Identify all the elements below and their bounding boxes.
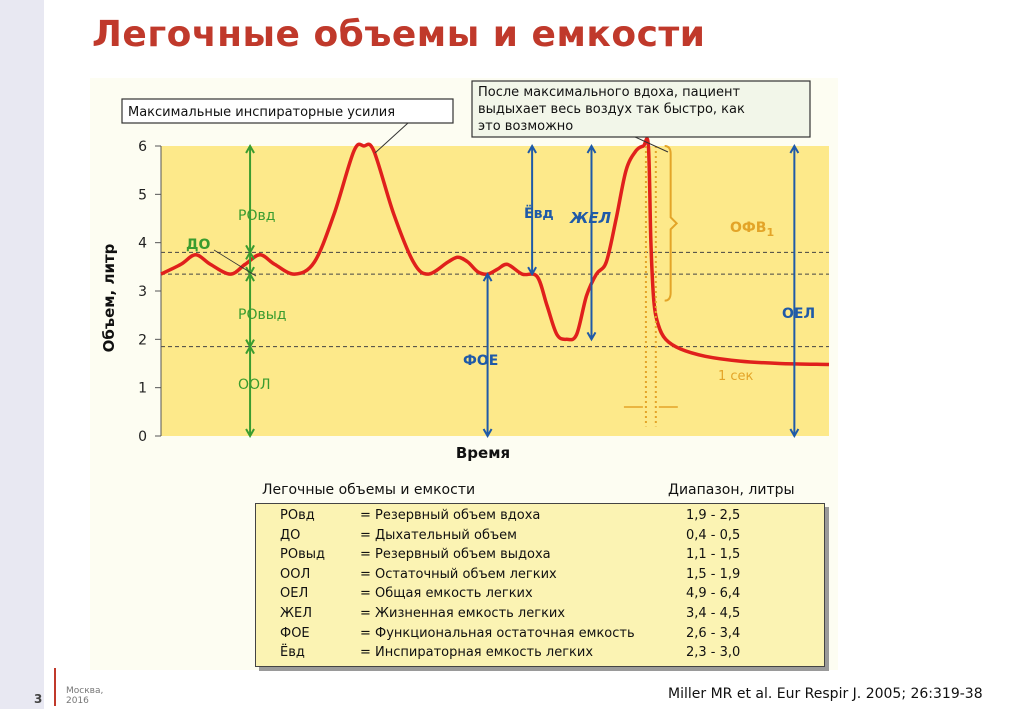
callout-right-line-2: выдыхает весь воздух так быстро, как [478, 102, 745, 117]
table-range: 2,6 - 3,4 [686, 625, 741, 641]
label-rovd: РОвд [238, 208, 276, 224]
table-range: 3,4 - 4,5 [686, 606, 741, 621]
callout-right-line-1: После максимального вдоха, пациент [478, 85, 741, 100]
label-rovyd: РОвыд [238, 307, 287, 323]
table-abbr: ЖЕЛ [280, 606, 312, 621]
y-axis-ticks [138, 139, 161, 445]
left-stripe [0, 0, 44, 709]
table-row [256, 606, 824, 626]
label-evd: Ёвд [524, 206, 554, 222]
table-range: 0,4 - 0,5 [686, 527, 741, 543]
table-range-header: Диапазон, литры [668, 482, 795, 498]
spirogram-chart [90, 78, 838, 478]
table-row [256, 547, 824, 567]
label-zhel: ЖЕЛ [570, 209, 612, 227]
table-row [256, 645, 824, 665]
y-tick-label: 0 [138, 429, 147, 445]
y-tick-label: 4 [138, 235, 147, 252]
slide-title: Легочные объемы и емкости [92, 14, 706, 55]
table-abbr: ООЛ [280, 566, 311, 582]
definitions-table [255, 503, 825, 667]
table-row [256, 528, 824, 548]
table-definition: = Резервный объем выдоха [360, 547, 551, 563]
y-tick-label: 6 [138, 139, 147, 155]
footer-city: Москва, [66, 686, 104, 696]
table-definition: = Резервный объем вдоха [360, 508, 541, 523]
table-range: 4,9 - 6,4 [686, 586, 741, 602]
label-do: ДО [186, 237, 211, 253]
label-ofv1: $ОФВ_1$ [730, 220, 775, 239]
label-foe: ФОЕ [463, 353, 499, 369]
table-definition: = Жизненная емкость легких [360, 606, 566, 621]
y-tick-label: 3 [138, 284, 147, 300]
table-definition: = Функциональная остаточная емкость [360, 625, 635, 641]
table-definition: = Общая емкость легких [360, 586, 533, 602]
table-range: 1,9 - 2,5 [686, 508, 741, 523]
label-oel: ОЕЛ [782, 306, 816, 322]
table-row [256, 586, 824, 606]
page-number: 3 [34, 692, 43, 706]
table-definition: = Инспираторная емкость легких [360, 645, 594, 661]
footer-location [66, 686, 126, 706]
table-abbr: РОвд [280, 508, 315, 523]
table-definition: = Дыхательный объем [360, 527, 517, 543]
table-row [256, 508, 824, 528]
table-range: 1,1 - 1,5 [686, 547, 741, 563]
citation: Miller MR et al. Eur Respir J. 2005; 26:319-38 [668, 686, 983, 702]
table-abbr: ДО [280, 527, 301, 543]
table-range: 2,3 - 3,0 [686, 645, 741, 661]
table-abbr: РОвыд [280, 547, 325, 563]
callout-left-text: Максимальные инспираторные усилия [128, 105, 396, 120]
table-definition: = Остаточный объем легких [360, 566, 557, 582]
table-row [256, 567, 824, 587]
footer-year: 2016 [66, 696, 89, 706]
table-row [256, 626, 824, 646]
x-axis-label: Время [455, 444, 511, 462]
table-range: 1,5 - 1,9 [686, 566, 741, 582]
y-tick-label: 5 [138, 187, 147, 204]
label-one-sec: 1 сек [718, 369, 754, 384]
table-abbr: ФОЕ [280, 625, 310, 641]
callout-right-line-3: это возможно [478, 119, 574, 134]
figure-panel [90, 78, 838, 670]
label-ool: ООЛ [238, 377, 271, 393]
table-abbr: Ёвд [280, 645, 305, 661]
footer-divider [54, 668, 56, 706]
y-axis-label: Объем, литр [100, 243, 118, 353]
label-ofv1-sub: 1 [766, 226, 775, 239]
y-tick-label: 1 [138, 380, 147, 397]
y-tick-label: 2 [138, 332, 147, 349]
table-title: Легочные объемы и емкости [262, 482, 476, 498]
table-abbr: ОЕЛ [280, 586, 309, 602]
